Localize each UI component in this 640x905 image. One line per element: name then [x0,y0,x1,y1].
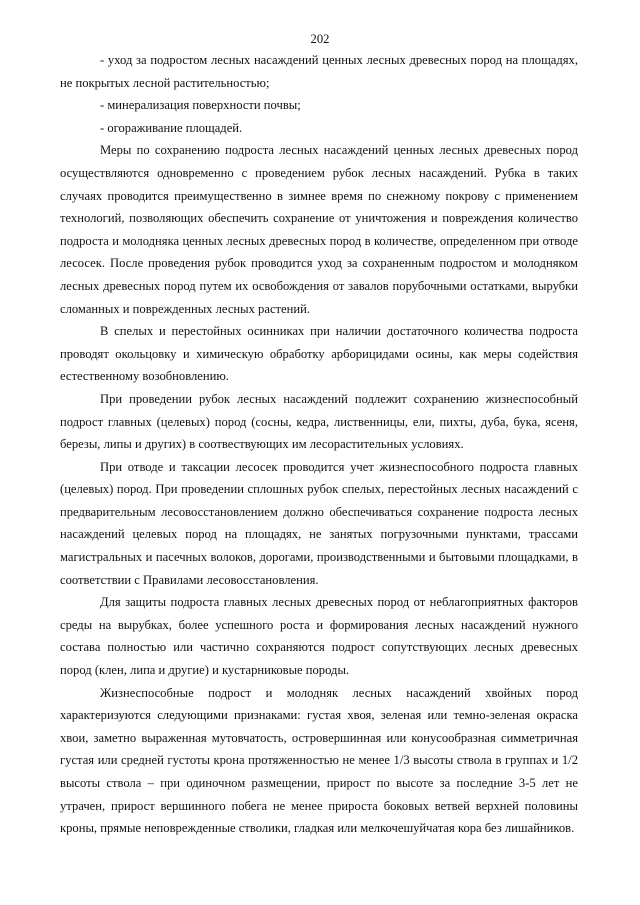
paragraph-undergrowth-protection: Для защиты подроста главных лесных древесных пород от неблагоприятных факторов среды на вырубках, более успешного роста и формирования лесных насаждений нужного состава полностью или частично сохраняются подрост сопутствующих лесных древесных пород (клен, липа и другие) и кустарниковые породы. [60,595,578,678]
paragraph-logging-site-allotment: При отводе и таксации лесосек проводится учет жизнеспособного подроста главных (целевых) пород. При проведении сплошных рубок спелых, перестойных лесных насаждений с предварительным лесовосстановлением должно обеспечиваться сохранение подроста лесных насаждений целевых пород на площадях, не занятых погрузочными пунктами, трассами магистральных и пасечных волоков, дорогами, производственными и бытовыми площадками, в соответствии с Правилами лесовосстановления. [60,459,578,587]
paragraph-viable-undergrowth: При проведении рубок лесных насаждений подлежит сохранению жизнеспособный подрост главных (целевых) пород (сосны, кедра, лиственницы, ели, пихты, дуба, бука, ясеня, березы, липы и других) в соотвествующих им лесорастительных условиях. [60,391,578,452]
document-body [60,49,578,840]
paragraph-undergrowth-preservation: Меры по сохранению подроста лесных насаждений ценных лесных древесных пород осуществляются одновременно с проведением рубок лесных насаждений. Рубка в таких случаях проводится преимущественно в зимнее время по снежному покрову с применением технологий, позволяющих обеспечить сохранение от уничтожения и повреждения количество подроста и молодняка ценных лесных древесных пород в количестве, определенном при отводе лесосек. После проведения рубок проводится уход за сохраненным подростом и молодняком лесных древесных пород путем их освобождения от завалов порубочными остатками, вырубки сломанных и поврежденных лесных растений. [60,143,578,316]
page-number: 202 [310,32,330,46]
bullet-item-fencing: - огораживание площадей. [100,120,243,135]
bullet-item-care: - уход за подростом лесных насаждений ценных лесных древесных пород на площадях, не покрытых лесной растительностью; [60,53,578,90]
bullet-item-mineralization: - минерализация поверхности почвы; [100,98,301,113]
paragraph-aspen-stands: В спелых и перестойных осинниках при наличии достаточного количества подроста проводят окольцовку и химическую обработку арборицидами осины, как меры содействия естественному возобновлению. [60,324,578,384]
paragraph-conifer-characteristics: Жизнеспособные подрост и молодняк лесных насаждений хвойных пород характеризуются следующими признаками: густая хвоя, зеленая или темно-зеленая окраска хвои, заметно выраженная мутовчатость, островершинная или конусообразная симметричная густая или средней густоты крона протяженностью не менее 1/3 высоты ствола в группах и 1/2 высоты ствола – при одиночном размещении, прирост по высоте за последние 3-5 лет не утрачен, прирост вершинного побега не менее прироста боковых ветвей верхней половины кроны, прямые неповрежденные стволики, гладкая или мелкочешуйчатая кора без лишайников. [60,685,578,836]
